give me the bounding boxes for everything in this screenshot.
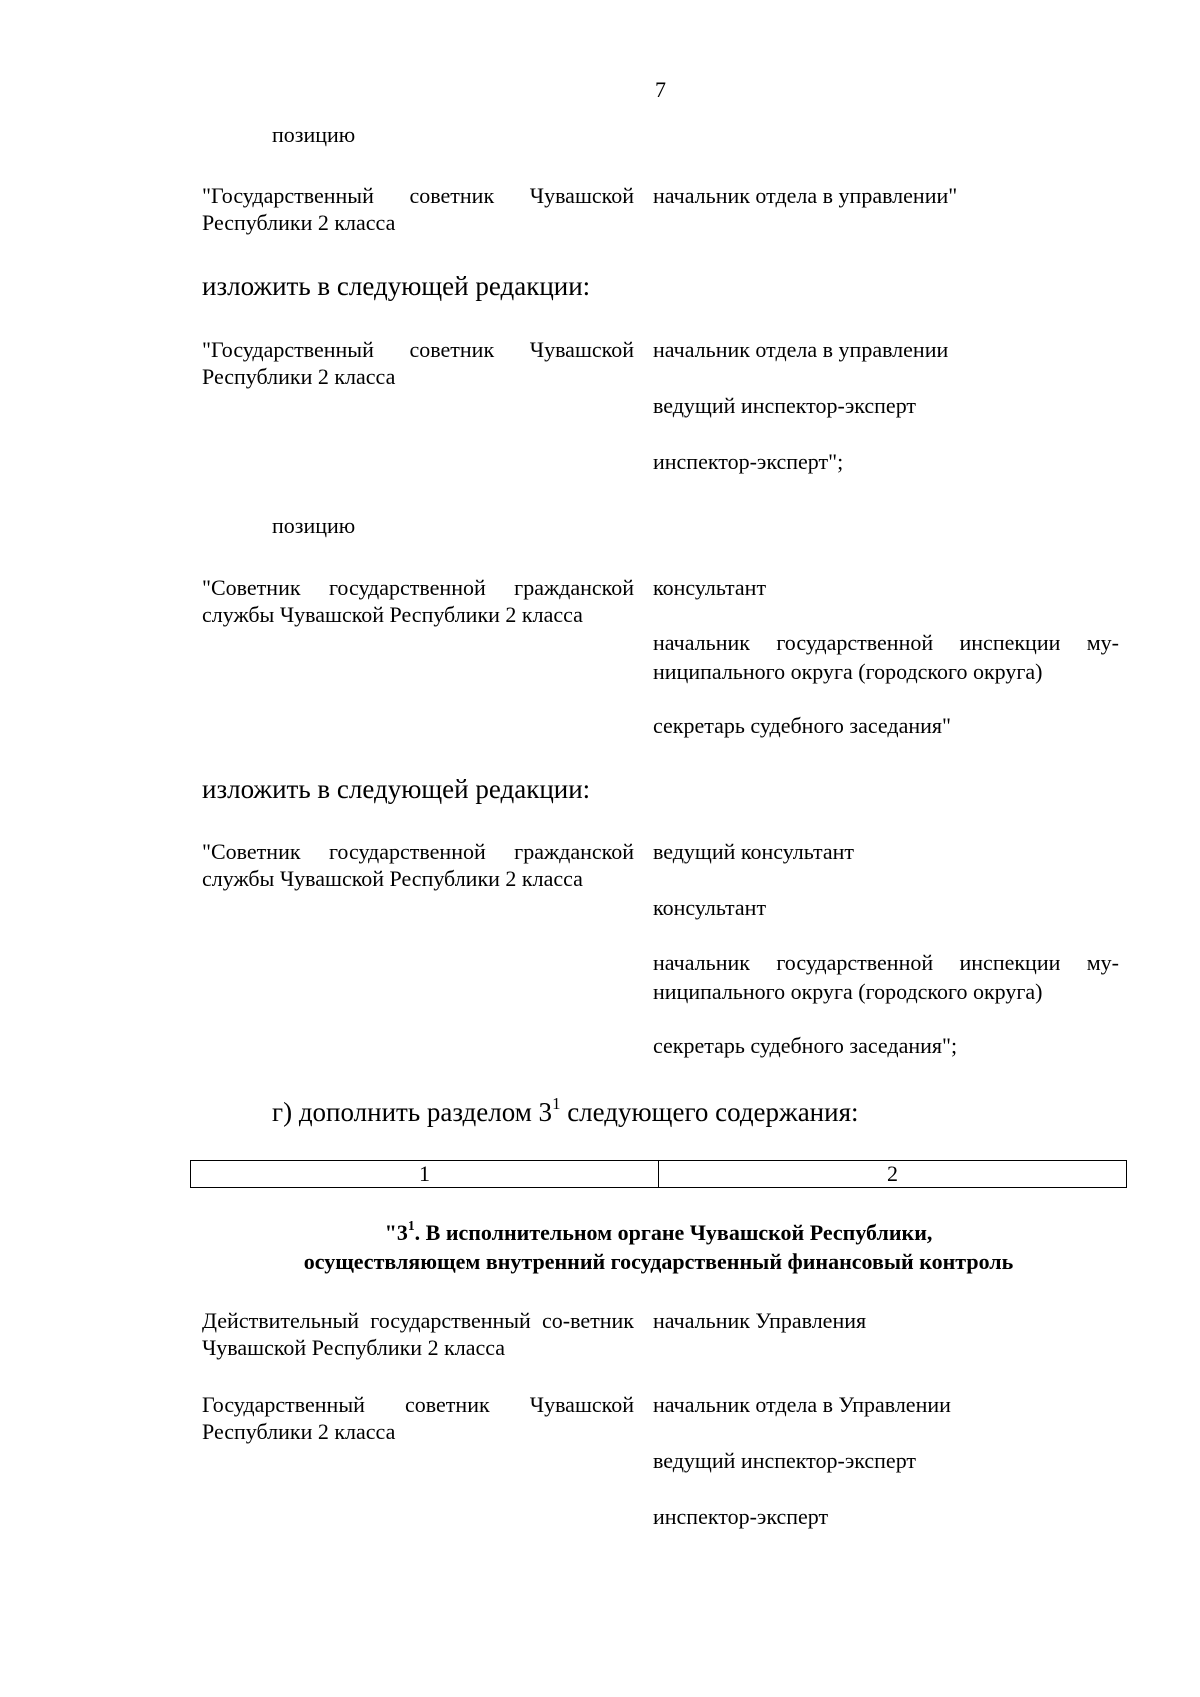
post-text: начальник отдела в Управлении [653,1392,951,1417]
rank-text: "Государственный советник Чувашской Республики 2 класса [202,183,634,235]
post-text: консультант [653,575,767,600]
rank-text: "Государственный советник Чувашской Республики 2 класса [202,337,634,389]
post-text: начальник государственной инспекции му-ниципального округа (городского округа) [653,630,1119,684]
post-text: инспектор-эксперт [653,1504,829,1529]
post-text: консультант [653,895,767,920]
section-heading-line2: осуществляющем внутренний государственный финансовый контроль [303,1249,1014,1274]
heading-line1-rest: . В исполнительном органе Чувашской Республики, [414,1220,933,1245]
post-text: секретарь судебного заседания" [653,713,951,738]
post-text: ведущий инспектор-эксперт [653,393,917,418]
heading-prefix: "3 [384,1220,408,1245]
superscript: 1 [552,1093,561,1113]
post-text: ведущий консультант [653,839,854,864]
rank-text: "Советник государственной гражданской службы Чувашской Республики 2 класса [202,575,634,627]
rank-text: Государственный советник Чувашской Республики 2 класса [202,1392,634,1444]
post-text: секретарь судебного заседания"; [653,1033,958,1058]
post-text: начальник отдела в управлении [653,337,949,362]
post-text: ведущий инспектор-эксперт [653,1448,917,1473]
post-text: начальник государственной инспекции му-ниципального округа (городского округа) [653,950,1119,1004]
position-label: позицию [272,513,356,538]
page-number: 7 [655,77,666,102]
position-label: позицию [272,122,356,147]
section-heading-line1 [190,1218,1127,1247]
rank-text: Действительный государственный со-ветник Чувашской Республики 2 класса [202,1308,634,1360]
post-text: инспектор-эксперт"; [653,449,844,474]
column-number-cell: 1 [191,1161,659,1188]
post-text: начальник отдела в управлении" [653,183,958,208]
column-number-cell: 2 [659,1161,1127,1188]
instruction-text [272,1093,859,1128]
instruction-text: изложить в следующей редакции: [202,774,591,804]
instruction-prefix: г) дополнить разделом 3 [272,1097,553,1127]
superscript: 1 [407,1217,415,1233]
section-heading [190,1218,1127,1276]
rank-text: "Советник государственной гражданской службы Чувашской Республики 2 класса [202,839,634,891]
column-number-table [190,1160,1127,1188]
instruction-text: изложить в следующей редакции: [202,271,591,301]
instruction-suffix: следующего содержания: [560,1097,859,1127]
post-text: начальник Управления [653,1308,867,1333]
